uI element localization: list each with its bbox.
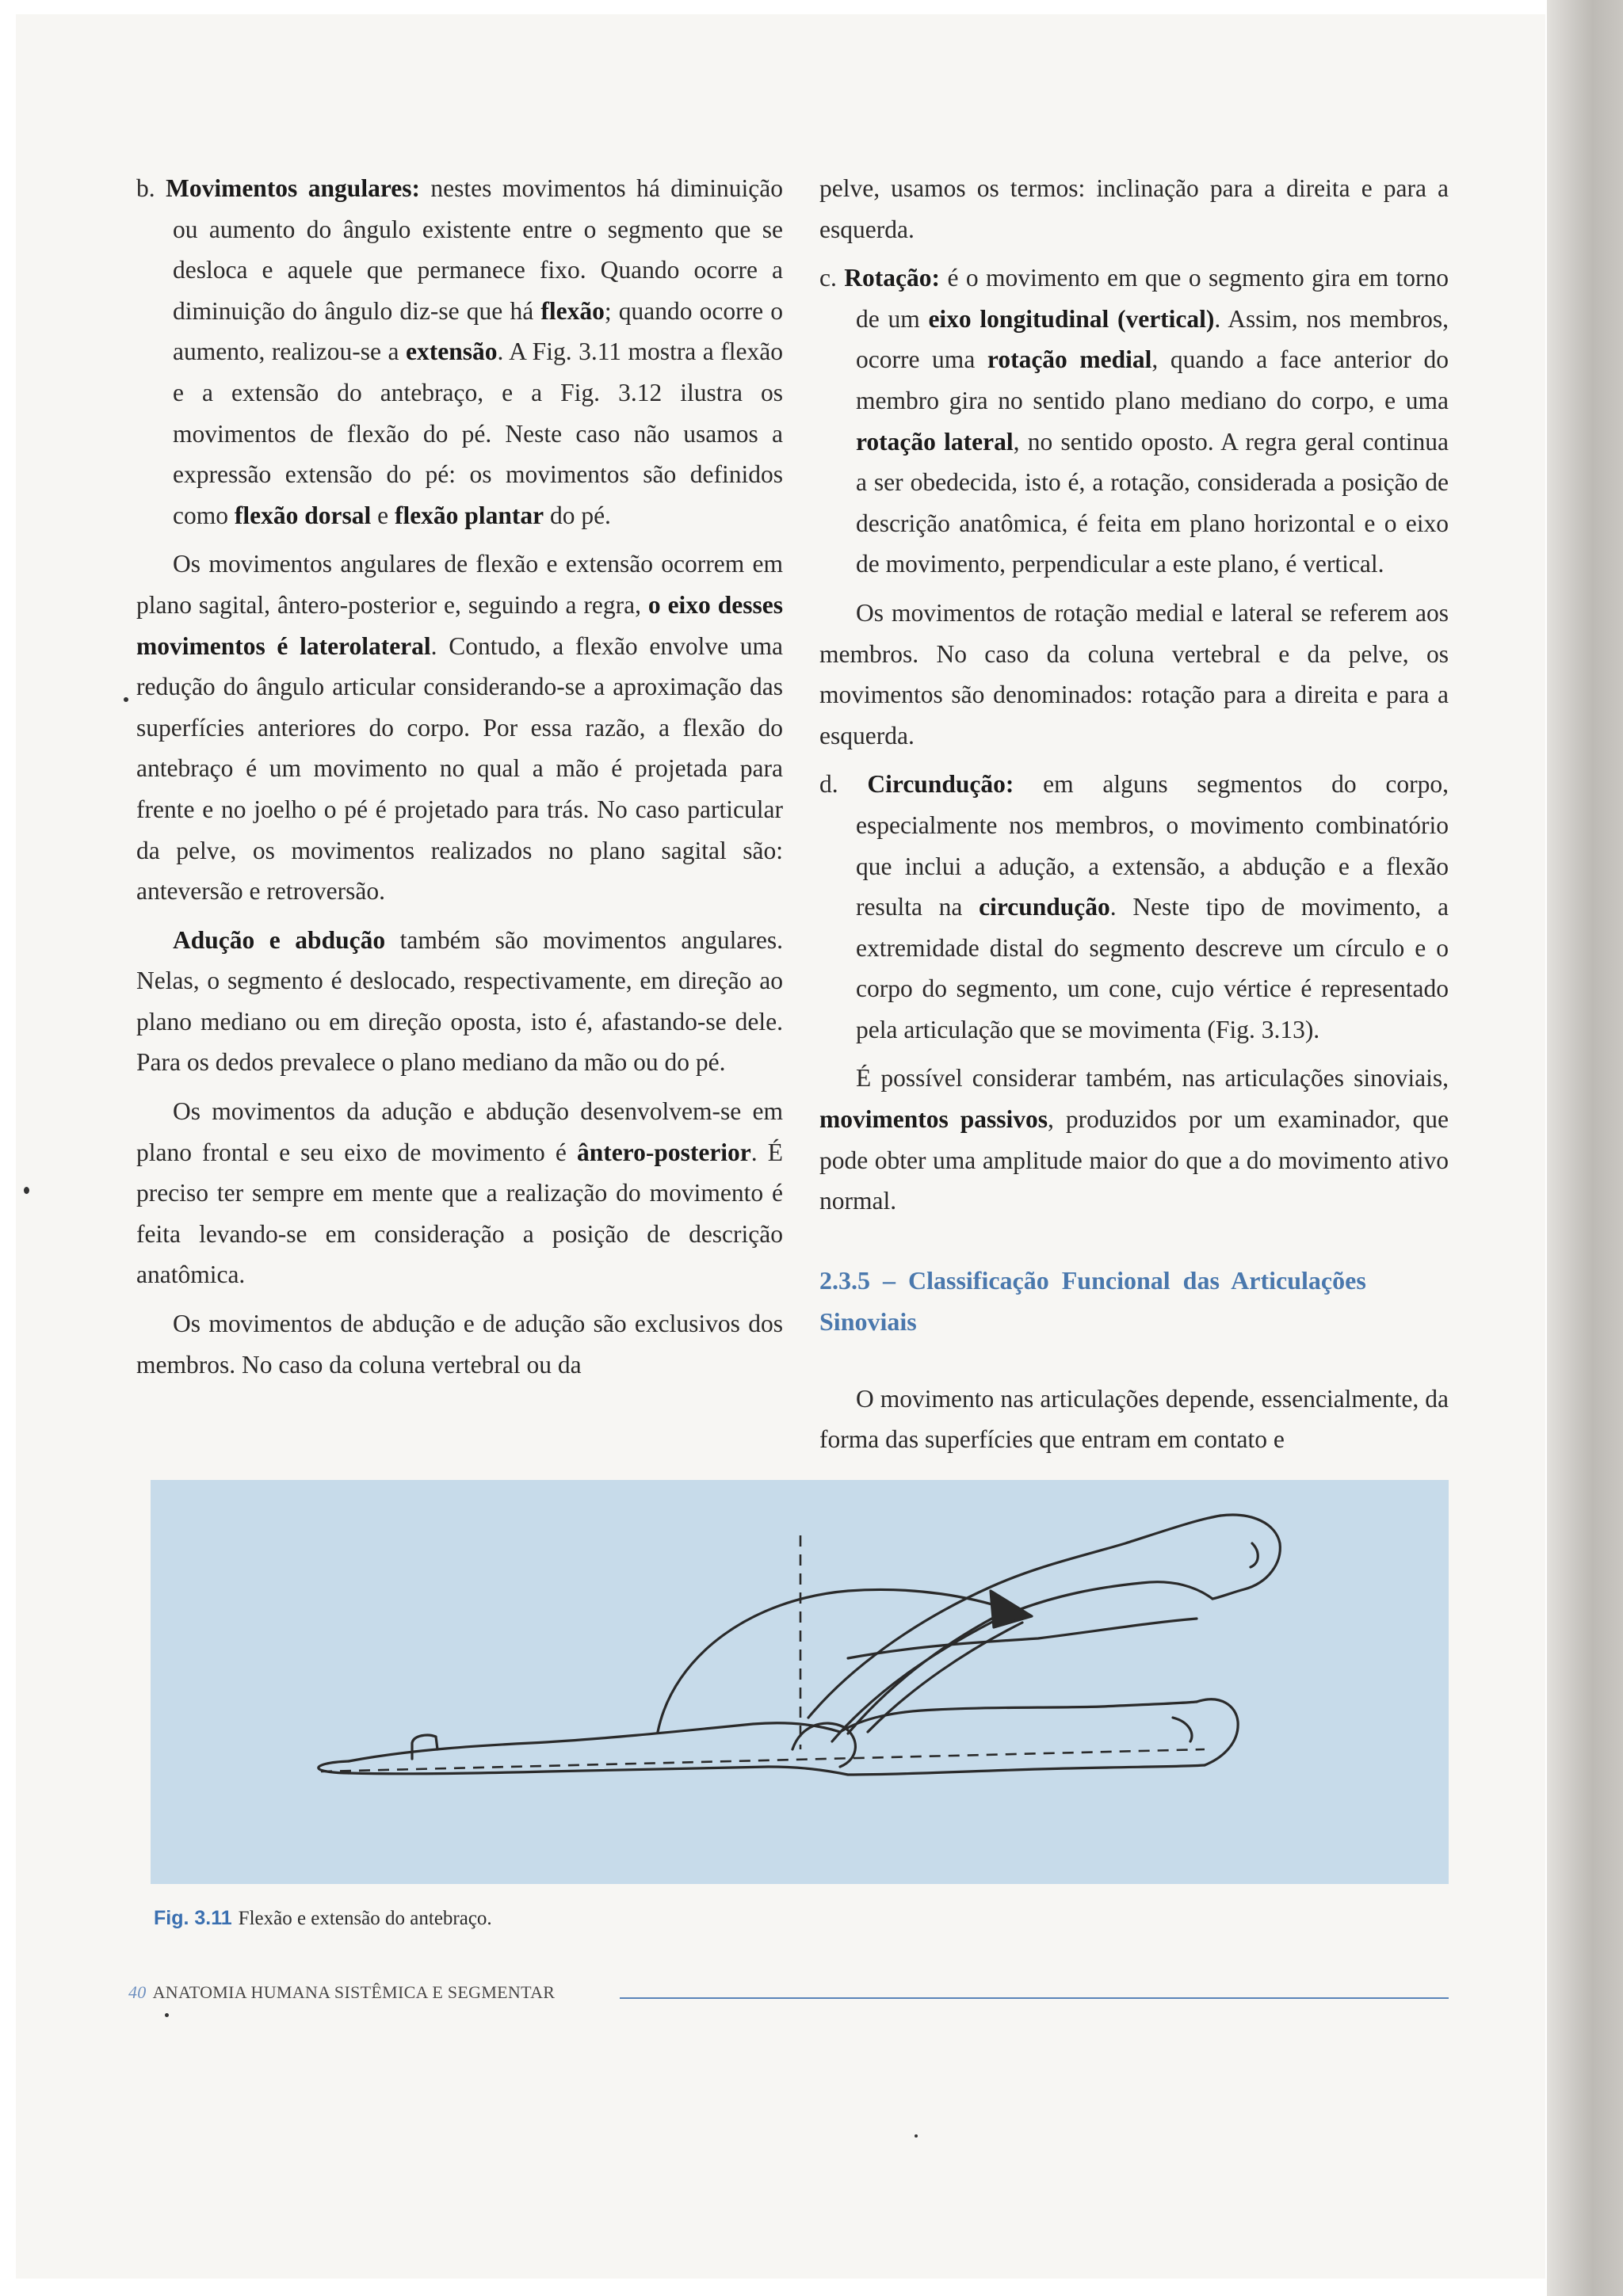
term-medial-rotation: rotação medial <box>987 345 1152 374</box>
scan-speck <box>915 2134 918 2138</box>
text-run: . Neste tipo de movimento, a extremidade distal do segmento descreve um círculo e o corpo do segmento, um cone, cujo vértice é representado pela articulação que se movimenta (Fig. 3.13). <box>856 893 1449 1043</box>
footer-rule <box>620 1997 1449 1999</box>
paragraph-limbs-only <box>136 1303 783 1385</box>
term-flexion: flexão <box>540 296 605 325</box>
term-extension: extensão <box>406 338 498 366</box>
paragraph-movement-surfaces <box>819 1379 1449 1460</box>
scan-speck <box>165 2013 169 2017</box>
paragraph-rotation-limbs <box>819 593 1449 756</box>
text-run: O movimento nas articulações depende, essencialmente, da forma das superfícies que entram em contato e <box>819 1384 1449 1454</box>
text-run: do pé. <box>544 501 611 529</box>
text-run: . Contudo, a flexão envolve uma redução do ângulo articular considerando-se a aproximação das superfícies anteriores do corpo. Por essa razão, a flexão do antebraço é um movimento no qual a mão é projetada para frente e no joelho o pé é projetado para trás. No caso particular da pelve, os movimentos realizados no plano sagital são: anteversão e retroversão. <box>136 631 783 906</box>
term-passive-movements: movimentos passivos <box>819 1105 1048 1134</box>
page-footer <box>128 1982 555 2003</box>
page-number: 40 <box>128 1982 147 2002</box>
book-title: ANATOMIA HUMANA SISTÊMICA E SEGMENTAR <box>152 1982 556 2002</box>
term-circumduction: Circundução: <box>867 770 1014 799</box>
text-run: , no sentido oposto. A regra geral continua a ser obedecida, isto é, a rotação, considerada a posição de descrição anatômica, é feita em plano horizontal e o eixo de movimento, perpendicular a este plano, é vertical. <box>856 427 1449 578</box>
scan-speck <box>124 697 128 702</box>
term-rotation: Rotação: <box>844 264 941 292</box>
fist <box>1212 1515 1280 1599</box>
text-run: é o movimento em que o segmento gira em torno de um <box>856 264 1449 333</box>
right-column <box>819 168 1449 1468</box>
term-longitudinal-axis: eixo longitudinal (vertical) <box>928 304 1215 333</box>
upper-arm-end <box>1173 1699 1238 1765</box>
term-antero-posterior: ântero-posterior <box>576 1138 751 1166</box>
shoulder-line <box>848 1619 1197 1658</box>
term-lateral-rotation: rotação lateral <box>856 427 1014 456</box>
text-run: Os movimentos de abdução e de adução são exclusivos dos membros. No caso da coluna vertebral ou da <box>136 1310 783 1379</box>
text-run: . Assim, nos membros, ocorre uma <box>856 304 1449 374</box>
item-b-angular-movements <box>136 168 783 536</box>
item-marker: d. <box>819 770 838 799</box>
text-run: Os movimentos da adução e abdução desenvolvem-se em plano frontal e seu eixo de movimento é <box>136 1097 783 1166</box>
text-run: em alguns segmentos do corpo, especialmente nos membros, o movimento combinatório que inclui a adução, a extensão, a abdução e a flexão resulta na <box>856 770 1449 921</box>
figure-forearm-flexion <box>151 1480 1449 1884</box>
term-plantar-flexion: flexão plantar <box>394 501 544 529</box>
text-run: . A Fig. 3.11 mostra a flexão e a extensão do antebraço, e a Fig. 3.12 ilustra os movimentos de flexão do pé. Neste caso não usamos a expressão extensão do pé: os movimentos são definidos como <box>173 338 783 529</box>
left-column <box>136 168 783 1393</box>
paragraph-passive-movements <box>819 1058 1449 1221</box>
scan-speck <box>24 1187 29 1194</box>
page-edge-shadow <box>1547 0 1623 2296</box>
section-heading: 2.3.5 – Classificação Funcional das Articulações Sinoviais <box>819 1265 1366 1336</box>
item-c-rotation <box>819 257 1449 585</box>
term-dorsal-flexion: flexão dorsal <box>234 501 372 529</box>
extended-hand <box>319 1735 437 1773</box>
item-marker: b. <box>136 174 155 202</box>
text-run: , quando a face anterior do membro gira no sentido plano mediano do corpo, e uma <box>856 345 1449 414</box>
item-d-circumduction <box>819 764 1449 1050</box>
text-run: também são movimentos angulares. Nelas, o segmento é deslocado, respectivamente, em direção ao plano mediano ou em direção oposta, isto é, afastando-se dele. Para os dedos prevalece o plano mediano da mão ou do pé. <box>136 925 783 1077</box>
term-circumduction-inline: circundução <box>979 893 1110 921</box>
text-run: , produzidos por um examinador, que pode obter uma amplitude maior do que a do movimento ativo normal. <box>819 1105 1449 1215</box>
arc-arrowhead <box>991 1591 1032 1627</box>
text-run: Os movimentos angulares de flexão e extensão ocorrem em plano sagital, ântero-posterior e, seguindo a regra, <box>136 550 783 619</box>
paragraph-adduction-abduction <box>136 920 783 1083</box>
paragraph-pelvis-inclination <box>819 168 1449 250</box>
caption-text: Flexão e extensão do antebraço. <box>238 1908 492 1929</box>
text-run: É possível considerar também, nas articulações sinoviais, <box>856 1064 1449 1093</box>
figure-caption <box>154 1907 492 1930</box>
item-marker: c. <box>819 264 837 292</box>
term-adduction-abduction: Adução e abdução <box>173 925 386 954</box>
term-laterolateral-axis: o eixo desses movimentos é laterolateral <box>136 590 783 660</box>
text-run: pelve, usamos os termos: inclinação para a direita e para a esquerda. <box>819 174 1449 243</box>
figure-label: Fig. 3.11 <box>154 1907 232 1929</box>
text-run: ; quando ocorre o aumento, realizou-se a <box>173 296 783 366</box>
flexed-forearm-bottom <box>832 1582 1212 1741</box>
paragraph-sagittal-plane <box>136 543 783 911</box>
text-run: e <box>371 501 395 529</box>
paragraph-frontal-plane <box>136 1091 783 1295</box>
text-run: nestes movimentos há diminuição ou aumento do ângulo existente entre o segmento que se desloca e aquele que permanece fixo. Quando ocorre a diminuição do ângulo diz-se que há <box>173 174 784 325</box>
forearm-flexion-illustration <box>151 1480 1449 1884</box>
text-run: . É preciso ter sempre em mente que a realização do movimento é feita levando-se em consideração a posição de descrição anatômica. <box>136 1138 783 1289</box>
text-run: Os movimentos de rotação medial e lateral se referem aos membros. No caso da coluna vertebral e da pelve, os movimentos são denominados: rotação para a direita e para a esquerda. <box>819 598 1449 749</box>
flexion-arc <box>658 1589 1022 1732</box>
term-angular-movements: Movimentos angulares: <box>166 174 420 202</box>
